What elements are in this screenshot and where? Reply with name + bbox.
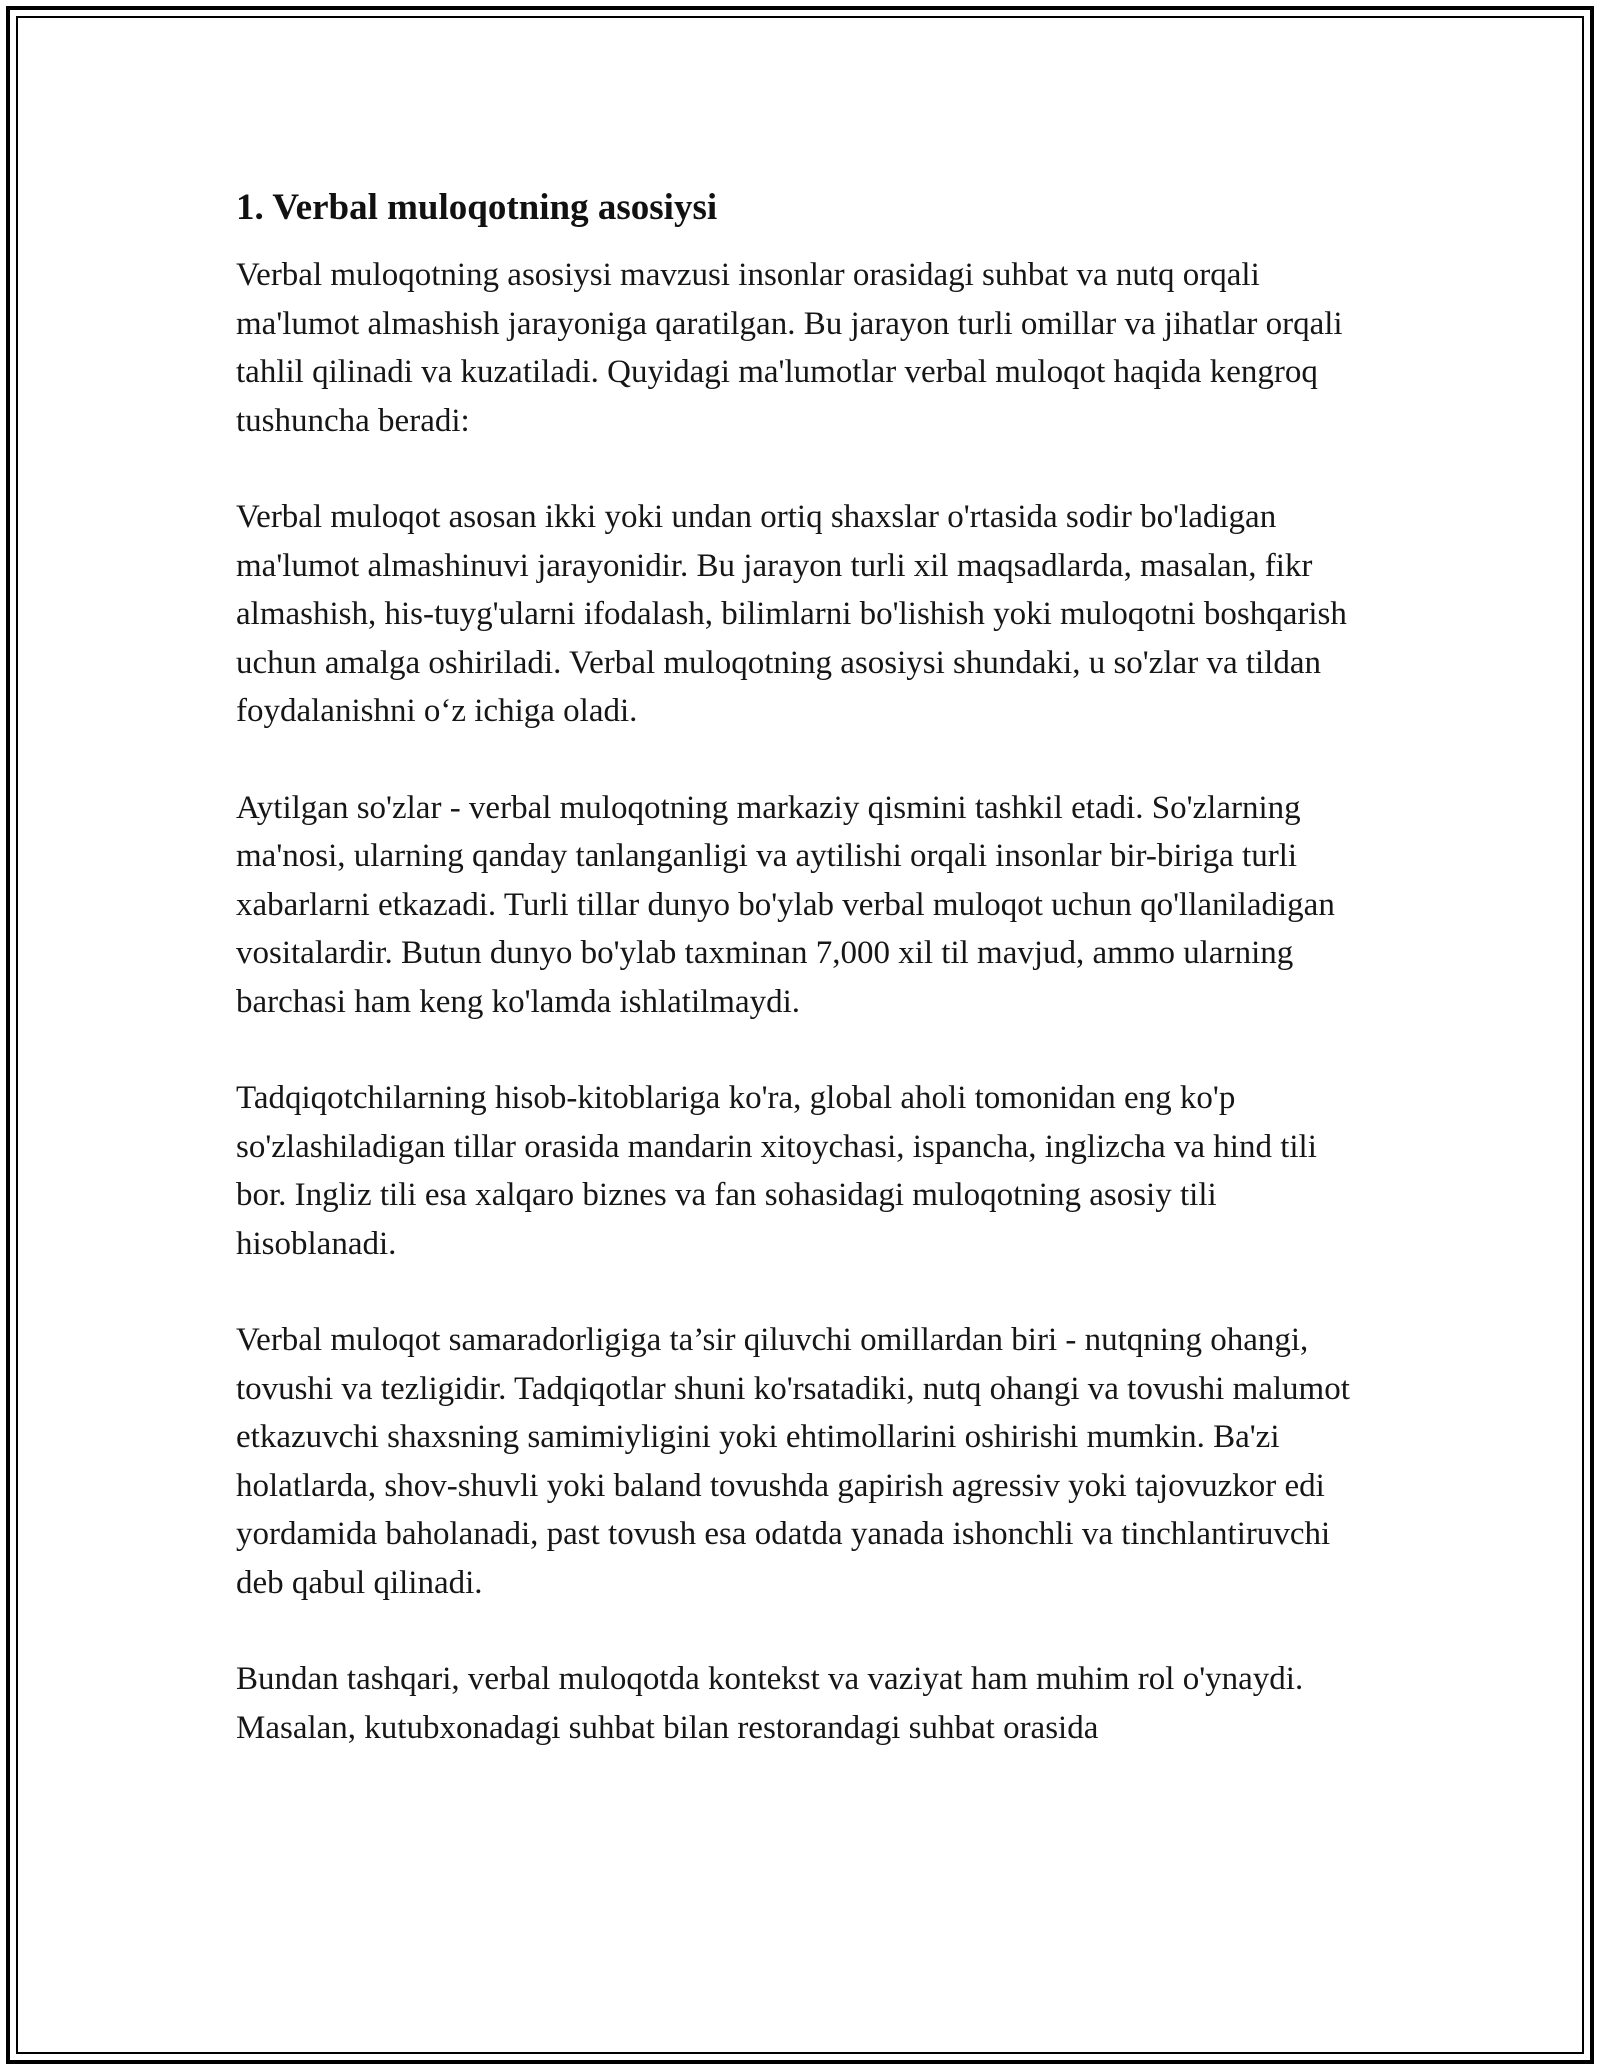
document-body bbox=[236, 185, 1366, 1800]
paragraph-spoken-words: Aytilgan so'zlar - verbal muloqotning markaziy qismini tashkil etadi. So'zlarning ma'nosi, ularning qanday tanlanganligi va aytilishi orqali insonlar bir-biriga turli xabarlarni etkazadi. Turli tillar dunyo bo'ylab verbal muloqot uchun qo'llaniladigan vositalardir. Butun dunyo bo'ylab taxminan 7,000 xil til mavjud, ammo ularning barchasi ham keng ko'lamda ishlatilmaydi. bbox=[236, 789, 1335, 1020]
paragraph-languages: Tadqiqotchilarning hisob-kitoblariga ko'ra, global aholi tomonidan eng ko'p so'zlashiladigan tillar orasida mandarin xitoychasi, ispancha, inglizcha va hind tili bor. Ingliz tili esa xalqaro biznes va fan sohasidagi muloqotning asosiy tili hisoblanadi. bbox=[236, 1080, 1317, 1262]
paragraph-definition: Verbal muloqot asosan ikki yoki undan ortiq shaxslar o'rtasida sodir bo'ladigan ma'lumot almashinuvi jarayonidir. Bu jarayon turli xil maqsadlarda, masalan, fikr almashish, his-tuyg'ularni ifodalash, bilimlarni bo'lishish yoki muloqotni boshqarish uchun amalga oshiriladi. Verbal muloqotning asosiysi shundaki, u so'zlar va tildan foydalanishni o‘z ichiga oladi. bbox=[236, 499, 1347, 729]
paragraph-intro: Verbal muloqotning asosiysi mavzusi insonlar orasidagi suhbat va nutq orqali ma'lumot almashish jarayoniga qaratilgan. Bu jarayon turli omillar va jihatlar orqali tahlil qilinadi va kuzatiladi. Quyidagi ma'lumotlar verbal muloqot haqida kengroq tushuncha beradi: bbox=[236, 257, 1343, 439]
document-title: 1. Verbal muloqotning asosiysi bbox=[236, 187, 718, 228]
paragraph-context: Bundan tashqari, verbal muloqotda kontekst va vaziyat ham muhim rol o'ynaydi. Masalan, kutubxonadagi suhbat bilan restorandagi suhbat orasida bbox=[236, 1661, 1304, 1746]
paragraph-tone: Verbal muloqot samaradorligiga ta’sir qiluvchi omillardan biri - nutqning ohangi, tovushi va tezligidir. Tadqiqotlar shuni ko'rsatadiki, nutq ohangi va tovushi malumot etkazuvchi shaxsning samimiyligini yoki ehtimollarini oshirishi mumkin. Ba'zi holatlarda, shov-shuvli yoki baland tovushda gapirish agressiv yoki tajovuzkor edi yordamida baholanadi, past tovush esa odatda yanada ishonchli va tinchlantiruvchi deb qabul qilinadi. bbox=[236, 1322, 1350, 1601]
